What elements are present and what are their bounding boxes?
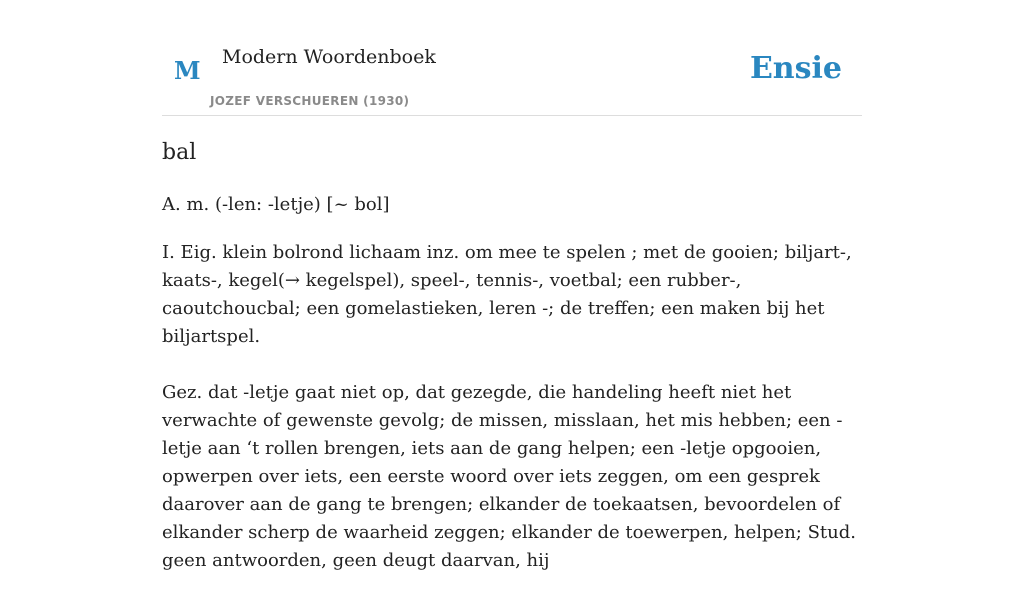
page — [162, 0, 862, 571]
definition-paragraph: I. Eig. klein bolrond lichaam inz. om mee te spelen ; met de gooien; biljart-, kaats-, kegel(→ kegelspel), speel-, tennis-, voetbal; een rubber-, caoutchoucbal; een gomelastieken, leren -; de treffen; een maken bij het biljartspel. — [162, 242, 852, 347]
ensie-logo[interactable]: Ensie — [749, 51, 842, 86]
book-author: JOZEF VERSCHUEREN (1930) — [210, 94, 410, 108]
headword: bal — [162, 140, 197, 165]
book-title-link[interactable]: Modern Woordenboek — [222, 46, 436, 68]
book-logo[interactable]: M — [174, 56, 201, 85]
definition — [162, 239, 874, 603]
definition-paragraph: Gez. dat -letje gaat niet op, dat gezegde, die handeling heeft niet het verwachte of gewenste gevolg; de missen, misslaan, het mis hebben; een -letje aan ‘t rollen brengen, iets aan de gang helpen; een -letje opgooien, opwerpen over iets, een eerste woord over iets zeggen, om een gesprek daarover aan de gang te brengen; elkander de toekaatsen, bevoordelen of elkander scherp de waarheid zeggen; elkander de toewerpen, helpen; Stud. geen antwoorden, geen deugt daarvan, hij — [162, 382, 856, 571]
grammar-info: A. m. (-len: -letje) [~ bol] — [162, 194, 390, 215]
header — [162, 0, 862, 116]
